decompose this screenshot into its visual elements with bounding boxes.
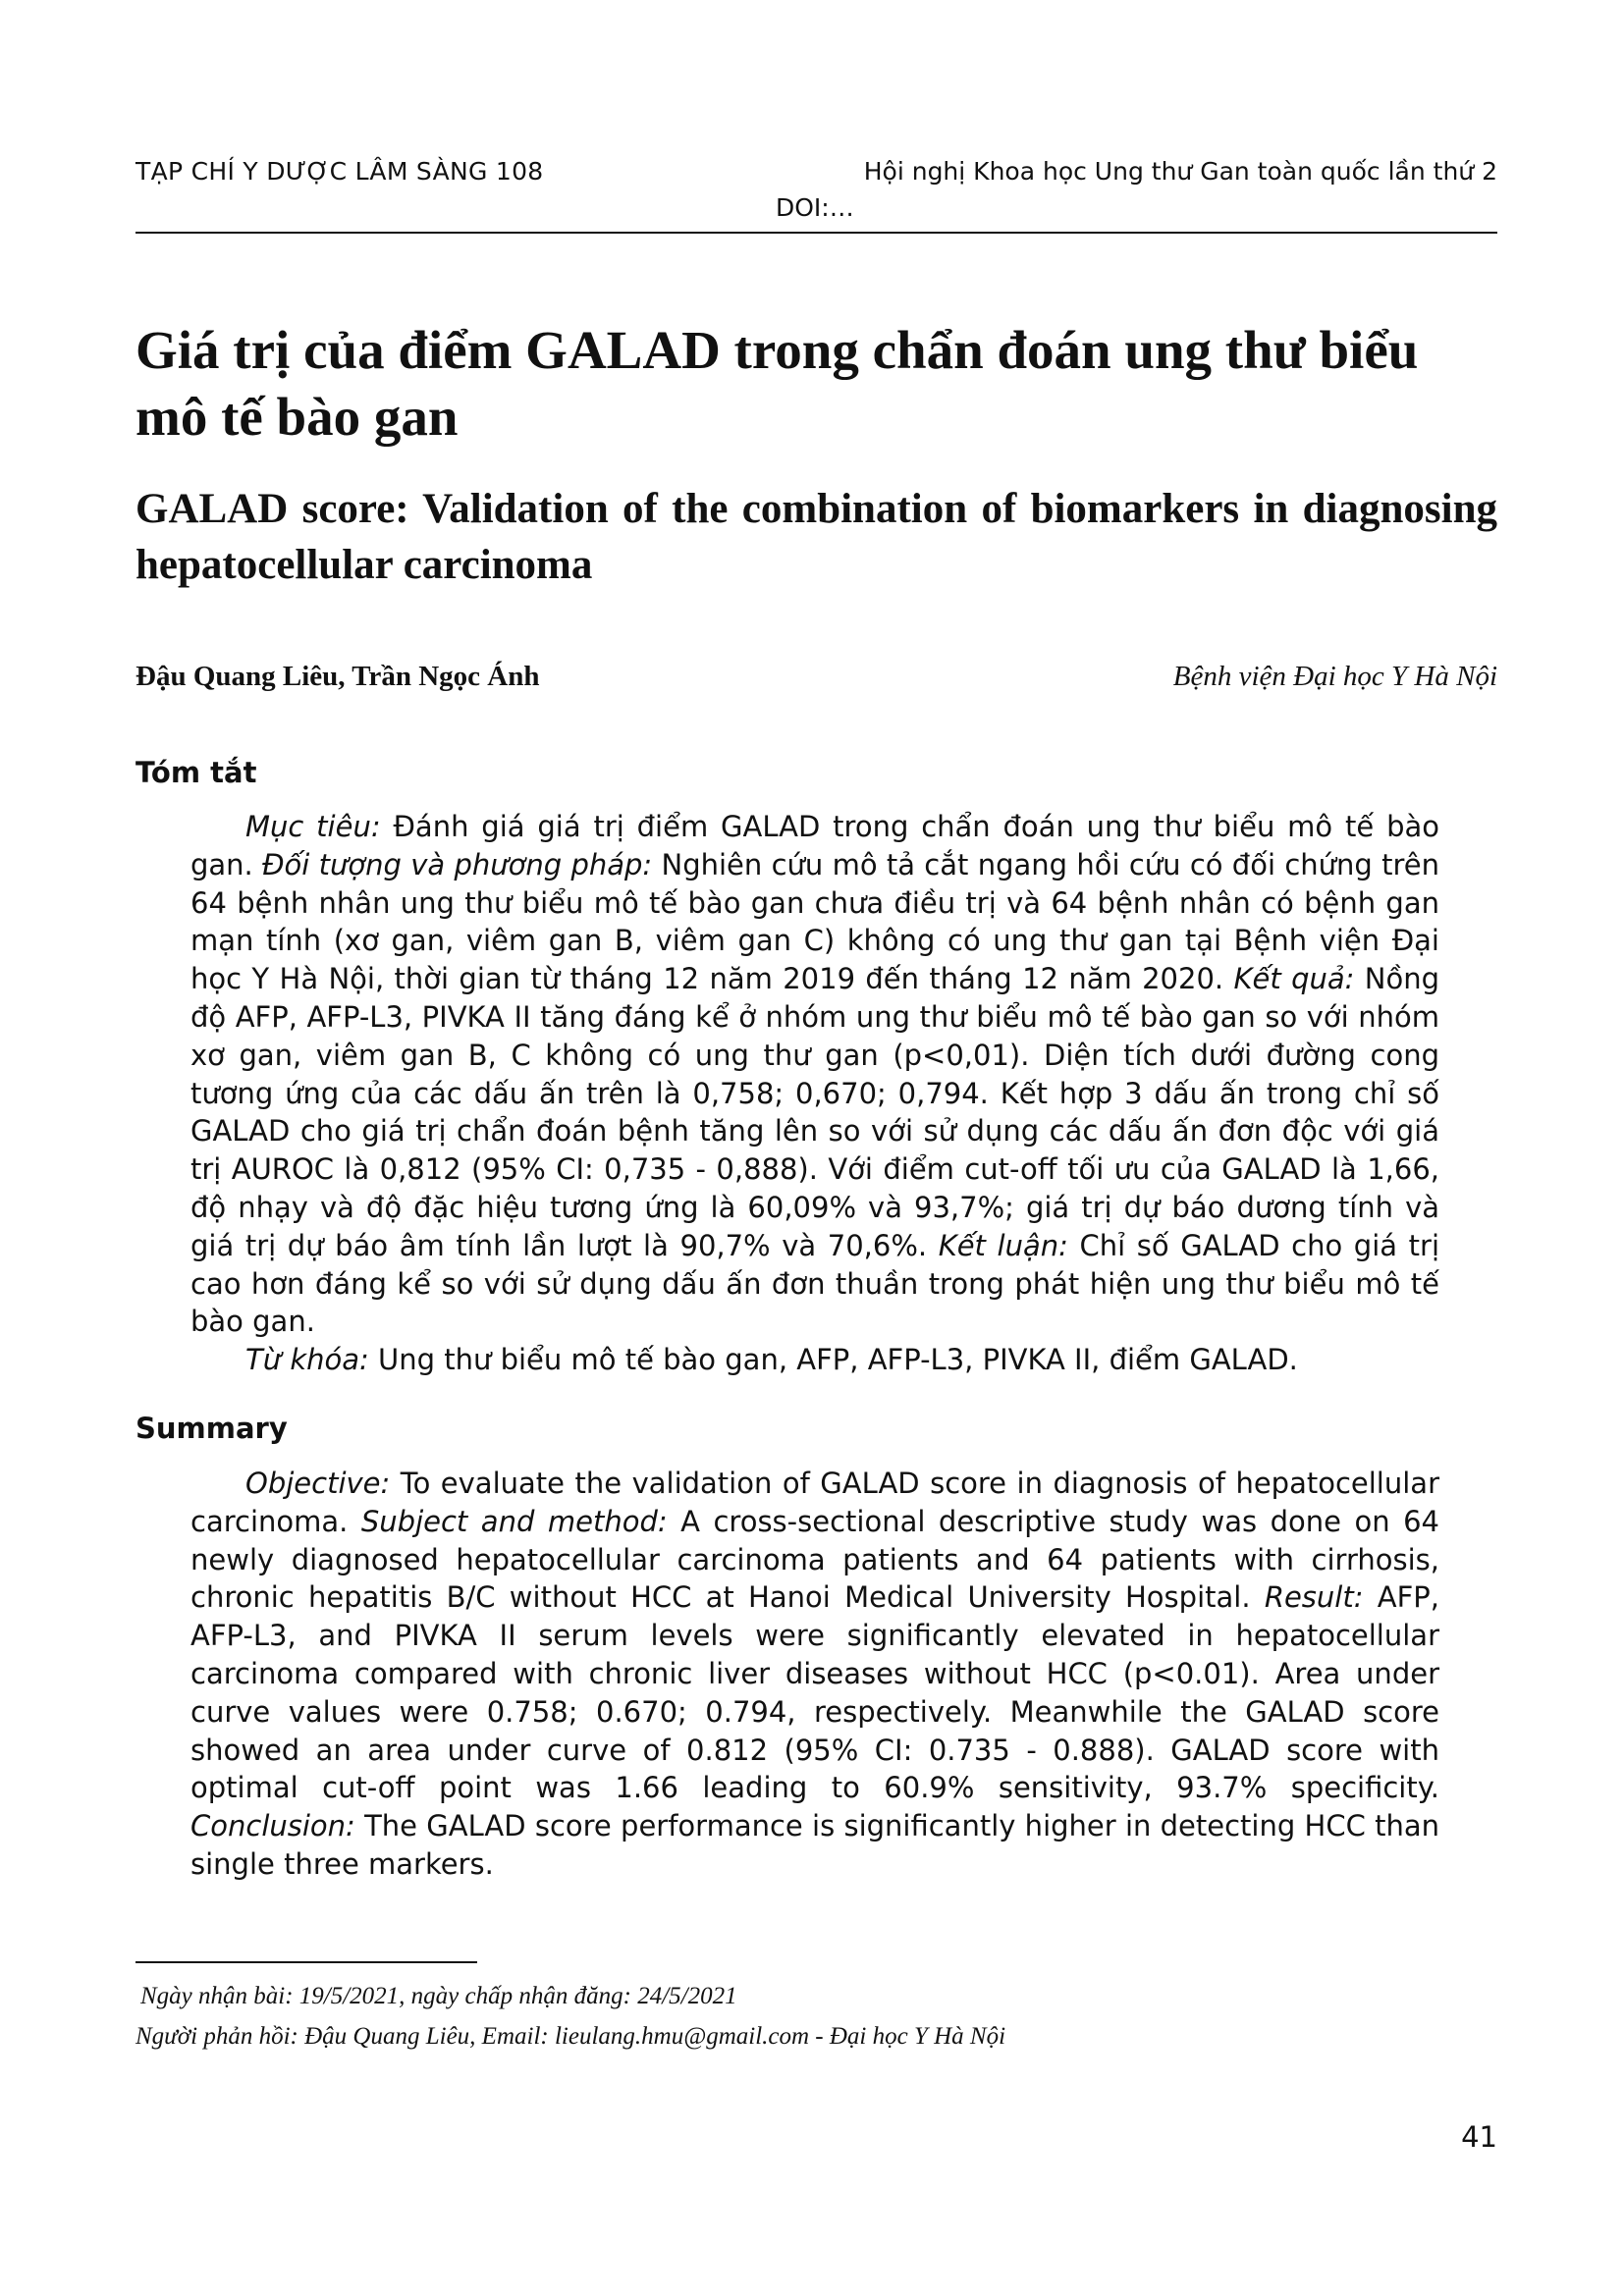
correspondence-footnote: Người phản hồi: Đậu Quang Liêu, Email: lieulang.hmu@gmail.com - Đại học Y Hà Nội: [135, 2023, 1006, 2050]
conclusion-text: Chỉ số GALAD cho giá trị cao hơn đáng kể so với sử dụng dấu ấn đơn thuần trong phát hiện ung thư biểu mô tế bào gan.: [190, 1228, 1439, 1339]
method-text: Nghiên cứu mô tả cắt ngang hồi cứu có đối chứng trên 64 bệnh nhân ung thư biểu mô tế bào gan chưa điều trị và 64 bệnh nhân có bệnh gan mạn tính (xơ gan, viêm gan B, viêm gan C) không có ung thư gan tại Bệnh viện Đại học Y Hà Nội, thời gian từ tháng 12 năm 2019 đến tháng 12 năm 2020.: [190, 847, 1439, 996]
result-label: Result:: [1264, 1580, 1364, 1615]
conference-name: Hội nghị Khoa học Ung thư Gan toàn quốc lần thứ 2: [863, 157, 1497, 186]
abstract-heading-vi: Tóm tắt: [135, 756, 257, 789]
objective-text: To evaluate the validation of GALAD score in diagnosis of hepatocellular carcinoma.: [190, 1467, 1439, 1538]
title-vietnamese: Giá trị của điểm GALAD trong chẩn đoán ung thư biểu mô tế bào gan: [135, 320, 1419, 447]
result-text: Nồng độ AFP, AFP-L3, PIVKA II tăng đáng kể ở nhóm ung thư biểu mô tế bào gan so với nhóm xơ gan, viêm gan B, C không có ung thư gan (p<0,01). Diện tích dưới đường cong tương ứng của các dấu ấn trên là 0,758; 0,670; 0,794. Kết hợp 3 dấu ấn trong chỉ số GALAD cho giá trị chẩn đoán bệnh tăng lên so với sử dụng các dấu ấn đơn độc với giá trị AUROC là 0,812 (95% CI: 0,735 - 0,888). Với điểm cut-off tối ưu của GALAD là 1,66, độ nhạy và độ đặc hiệu tương ứng là 60,09% và 93,7%; giá trị dự báo dương tính và giá trị dự báo âm tính lần lượt là 90,7% và 70,6%.: [190, 962, 1440, 1262]
method-label: Subject and method:: [360, 1504, 668, 1538]
abstract-vi-paragraph: [190, 808, 1439, 1341]
abstract-vi: [190, 808, 1439, 1379]
method-text: A cross-sectional descriptive study was done on 64 newly diagnosed hepatocellular carcinoma patients and 64 patients with cirrhosis, chronic hepatitis B/C without HCC at Hanoi Medical University Hospital.: [190, 1504, 1439, 1615]
conclusion-label: Kết luận:: [938, 1228, 1068, 1262]
result-text: AFP, AFP-L3, and PIVKA II serum levels were significantly elevated in hepatocellular carcinoma compared with chronic liver diseases without HCC (p<0.01). Area under curve values were 0.758; 0.670; 0.794, respectively. Meanwhile the GALAD score showed an area under curve of 0.812 (95% CI: 0.735 - 0.888). GALAD score with optimal cut-off point was 1.66 leading to 60.9% sensitivity, 93.7% specificity.: [190, 1580, 1439, 1805]
conclusion-text: The GALAD score performance is significantly higher in detecting HCC than single three markers.: [190, 1809, 1439, 1881]
page-number: 41: [1461, 2120, 1497, 2154]
conclusion-label: Conclusion:: [190, 1809, 355, 1843]
abstract-en: [190, 1465, 1439, 1884]
abstract-heading-en: Summary: [135, 1412, 288, 1445]
keywords-text: Ung thư biểu mô tế bào gan, AFP, AFP-L3, PIVKA II, điểm GALAD.: [368, 1343, 1298, 1377]
keywords: [190, 1341, 1439, 1379]
objective-label: Objective:: [245, 1467, 391, 1500]
keywords-label: Từ khóa:: [245, 1343, 369, 1377]
doi: DOI:…: [776, 193, 854, 222]
header-divider: [135, 232, 1497, 234]
abstract-en-paragraph: [190, 1465, 1439, 1884]
journal-name: TẠP CHÍ Y DƯỢC LÂM SÀNG 108: [135, 157, 544, 186]
method-label: Đối tượng và phương pháp:: [262, 847, 653, 881]
objective-label: Mục tiêu:: [245, 810, 381, 843]
received-date-footnote: Ngày nhận bài: 19/5/2021, ngày chấp nhận đăng: 24/5/2021: [140, 1983, 737, 2009]
objective-text: Đánh giá giá trị điểm GALAD trong chẩn đoán ung thư biểu mô tế bào gan.: [190, 810, 1439, 881]
title-english: GALAD score: Validation of the combination of biomarkers in diagnosing hepatocellular carcinoma: [135, 486, 1497, 588]
result-label: Kết quả:: [1233, 962, 1355, 996]
authors: Đậu Quang Liêu, Trần Ngọc Ánh: [135, 661, 540, 692]
affiliation: Bệnh viện Đại học Y Hà Nội: [1172, 661, 1497, 692]
footnote-divider: [135, 1961, 477, 1963]
